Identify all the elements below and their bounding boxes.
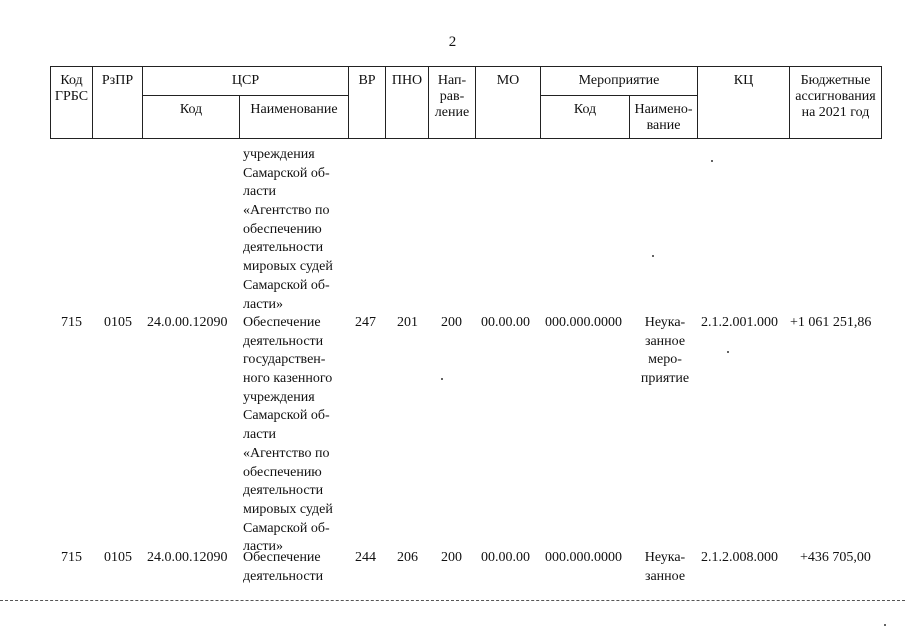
cell-mo: 00.00.00 xyxy=(481,550,530,565)
name-line: обеспечению xyxy=(243,221,322,237)
mer-line: занное xyxy=(644,333,686,349)
name-line: обеспечению xyxy=(243,464,322,480)
cell-csr-naim xyxy=(243,314,353,557)
name-line: деятельности xyxy=(243,568,324,584)
header-rzpr: РзПР xyxy=(92,66,143,139)
cell-napr: 200 xyxy=(441,315,462,330)
cell-csr-kod: 24.0.00.12090 xyxy=(147,550,228,565)
name-line: ласти xyxy=(243,427,277,443)
name-line: Самарской об- xyxy=(243,165,330,181)
header-kod-grbs: Код ГРБС xyxy=(50,66,93,139)
name-line: Самарской об- xyxy=(243,520,330,536)
header-vr: ВР xyxy=(348,66,386,139)
cell-napr: 200 xyxy=(441,550,462,565)
header-meropr-naim: Наимено-вание xyxy=(629,95,698,139)
header-mo: МО xyxy=(475,66,541,139)
mer-line: меро- xyxy=(648,352,682,368)
header-napr: Нап-рав-ление xyxy=(428,66,476,139)
name-line: ласти» xyxy=(243,296,284,312)
page-number: 2 xyxy=(448,34,457,50)
header-pno: ПНО xyxy=(385,66,429,139)
name-line: деятельности xyxy=(243,333,324,349)
cell-csr-naim xyxy=(243,549,353,586)
name-line: мировых судей xyxy=(243,501,333,517)
mer-line: занное xyxy=(644,568,686,584)
cell-amount: +1 061 251,86 xyxy=(790,315,872,330)
cell-grbs: 715 xyxy=(61,315,82,330)
header-meropr: Мероприятие xyxy=(540,66,698,96)
mer-line: приятие xyxy=(640,371,690,387)
mer-line: Неука- xyxy=(644,315,686,330)
name-line: государствен- xyxy=(243,352,326,368)
cell-mo: 00.00.00 xyxy=(481,315,530,330)
name-line: Самарской об- xyxy=(243,277,330,293)
name-line: деятельности xyxy=(243,483,324,499)
header-kc: КЦ xyxy=(697,66,790,139)
scan-speck xyxy=(711,160,713,162)
header-csr: ЦСР xyxy=(142,66,349,96)
scan-speck xyxy=(884,624,886,626)
cell-rzpr: 0105 xyxy=(104,315,132,330)
name-line: деятельности xyxy=(243,240,324,256)
header-budget: Бюджетные ассигнования на 2021 год xyxy=(789,66,882,139)
name-line: Обеспечение xyxy=(243,315,321,330)
cell-mer-naim xyxy=(632,314,698,389)
scan-speck xyxy=(441,378,443,380)
name-line: ласти xyxy=(243,184,277,200)
scan-speck xyxy=(727,351,729,353)
header-meropr-kod: Код xyxy=(540,95,630,139)
cell-vr: 247 xyxy=(355,315,376,330)
name-line: «Агентство по xyxy=(243,203,330,219)
cell-kc: 2.1.2.001.000 xyxy=(701,315,778,330)
continuation-name xyxy=(243,146,353,314)
cell-rzpr: 0105 xyxy=(104,550,132,565)
name-line: учреждения xyxy=(243,389,315,405)
name-line: Обеспечение xyxy=(243,550,321,565)
cell-csr-kod: 24.0.00.12090 xyxy=(147,315,228,330)
cell-kc: 2.1.2.008.000 xyxy=(701,550,778,565)
header-csr-naim: Наименование xyxy=(239,95,349,139)
cell-pno: 206 xyxy=(397,550,418,565)
cell-mer-naim xyxy=(632,549,698,586)
name-line: «Агентство по xyxy=(243,445,330,461)
mer-line: Неука- xyxy=(644,550,686,565)
name-line: Самарской об- xyxy=(243,408,330,424)
cell-grbs: 715 xyxy=(61,550,82,565)
header-csr-kod: Код xyxy=(142,95,240,139)
cell-mer-kod: 000.000.0000 xyxy=(545,315,622,330)
scan-speck xyxy=(652,255,654,257)
cell-mer-kod: 000.000.0000 xyxy=(545,550,622,565)
cell-pno: 201 xyxy=(397,315,418,330)
cell-amount: +436 705,00 xyxy=(800,550,871,565)
cell-vr: 244 xyxy=(355,550,376,565)
name-line: учреждения xyxy=(243,147,315,162)
name-line: ного казенного xyxy=(243,371,333,387)
name-line: мировых судей xyxy=(243,259,333,275)
scan-edge-line xyxy=(0,600,905,601)
name-line: ласти» xyxy=(243,539,284,555)
